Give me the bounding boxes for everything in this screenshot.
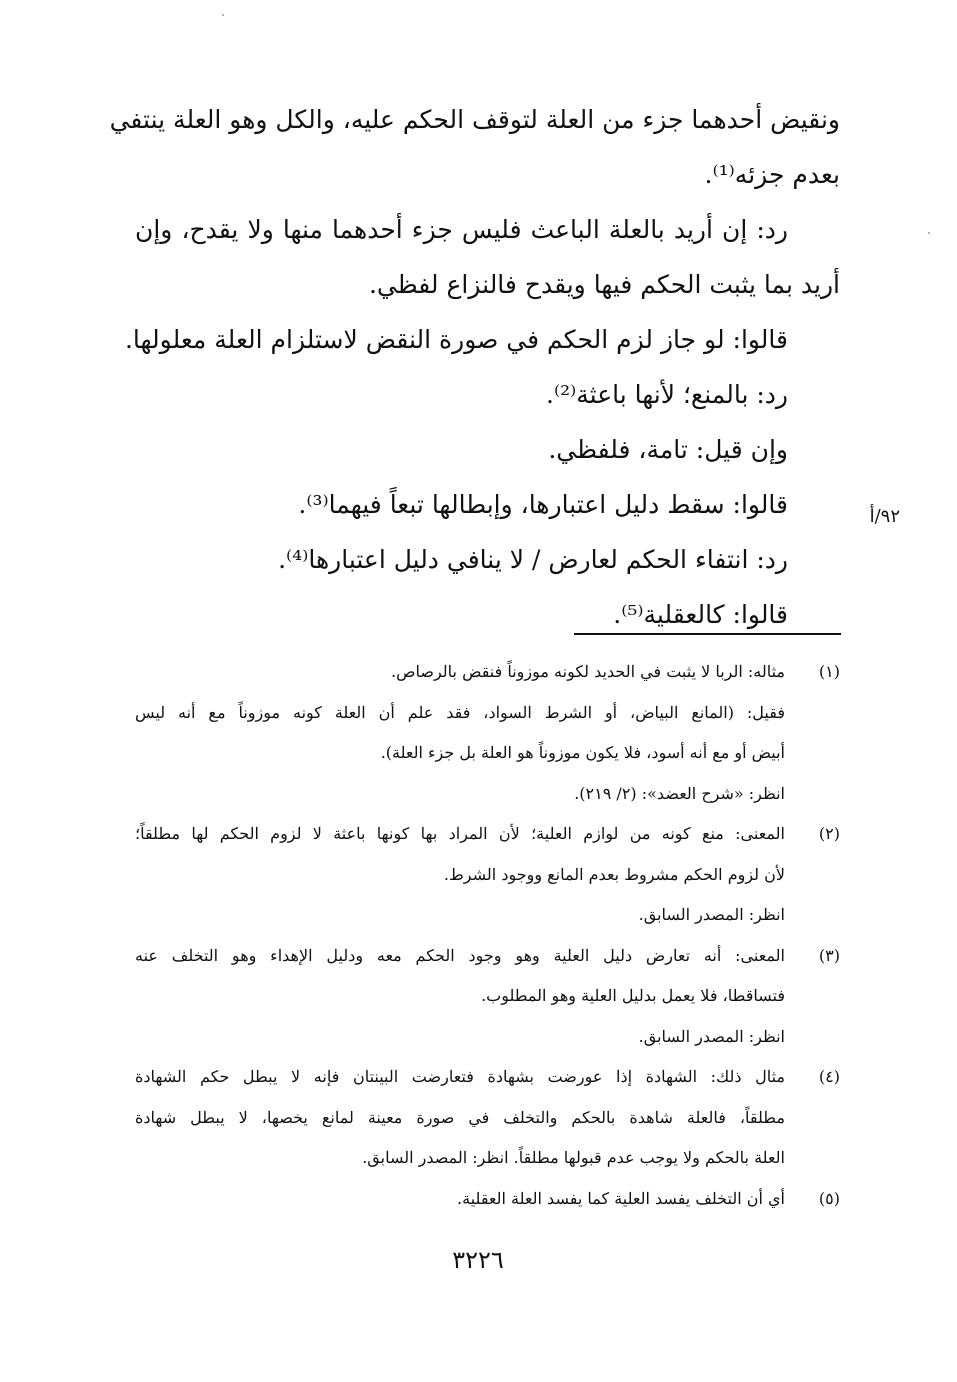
main-line: ونقيض أحدهما جزء من العلة لتوقف الحكم عليه، والكل وهو العلة ينتفي [109,105,840,134]
scan-speck [928,232,930,234]
footnote-line [135,652,840,693]
footnote-text: مثال ذلك: الشهادة إذا عورضت بشهادة فتعارضت البينتان فإنه لا يبطل حكم الشهادة [135,1067,785,1086]
footnote-number: (٣) [818,945,840,965]
page-number: ٣٢٢٦ [452,1246,504,1274]
main-line: أريد بما يثبت الحكم فيها ويقدح فالنزاع لفظي. [368,270,840,299]
main-line: رد: إن أريد بالعلة الباعث فليس جزء أحدهما منها ولا يقدح، وإن [135,215,788,244]
footnote-line: العلة بالحكم ولا يوجب عدم قبولها مطلقاً. انظر: المصدر السابق. [362,1148,785,1167]
footnote-line [135,1179,840,1220]
footnote-number: (١) [818,662,840,681]
footnote-line: انظر: المصدر السابق. [638,1026,785,1046]
main-line: وإن قيل: تامة، فلفظي. [548,435,788,464]
footnote-text: المعنى: منع كونه من لوازم العلية؛ لأن المراد بها كونها باعثة لا لزوم الحكم لها مطلقاً؛ [135,824,785,843]
scan-speck [222,14,224,16]
main-line: رد: بالمنع؛ لأنها باعثة⁽²⁾. [546,380,788,409]
footnote-line: انظر: «شرح العضد»: (٢/ ٢١٩). [574,783,785,803]
footnote-separator [574,633,841,635]
main-line: رد: انتفاء الحكم لعارض / لا ينافي دليل اعتبارها⁽⁴⁾. [278,545,788,574]
footnote-text: أي أن التخلف يفسد العلية كما يفسد العلة العقلية. [457,1188,785,1208]
footnote-line [135,1057,840,1098]
margin-folio-note: ٩٢/أ [869,506,900,527]
footnote-line: فتساقطا، فلا يعمل بدليل العلية وهو المطلوب. [481,986,785,1005]
footnote-line [135,936,840,977]
footnotes-block [135,652,840,1219]
main-line: قالوا: لو جاز لزم الحكم في صورة النقض لاستلزام العلة معلولها. [124,325,788,354]
footnote-text: مثاله: الربا لا يثبت في الحديد لكونه موزوناً فنقض بالرصاص. [391,662,785,681]
footnote-number: (٤) [818,1067,840,1086]
footnote-line: لأن لزوم الحكم مشروط بعدم المانع ووجود الشرط. [443,864,785,884]
footnote-number: (٥) [818,1188,840,1208]
main-line: قالوا: كالعقلية⁽⁵⁾. [613,600,788,629]
footnote-line: مطلقاً، فالعلة شاهدة بالحكم والتخلف في صورة معينة لمانع يخصها، لا يبطل شهادة [135,1107,785,1127]
footnote-line [135,814,840,855]
footnote-line: أبيض أو مع أنه أسود، فلا يكون موزوناً هو العلة بل جزء العلة). [380,743,785,762]
main-text-block [109,92,840,642]
footnote-line: انظر: المصدر السابق. [638,905,785,924]
main-line: بعدم جزئه⁽¹⁾. [704,160,840,189]
footnote-number: (٢) [818,824,840,843]
footnote-line: فقيل: (المانع البياض، أو الشرط السواد، فقد علم أن العلة كونه موزوناً مع أنه ليس [135,702,785,722]
main-line: قالوا: سقط دليل اعتبارها، وإبطالها تبعاً فيهما⁽³⁾. [298,490,788,519]
footnote-text: المعنى: أنه تعارض دليل العلية وهو وجود الحكم معه ودليل الإهداء وهو التخلف عنه [135,945,785,965]
